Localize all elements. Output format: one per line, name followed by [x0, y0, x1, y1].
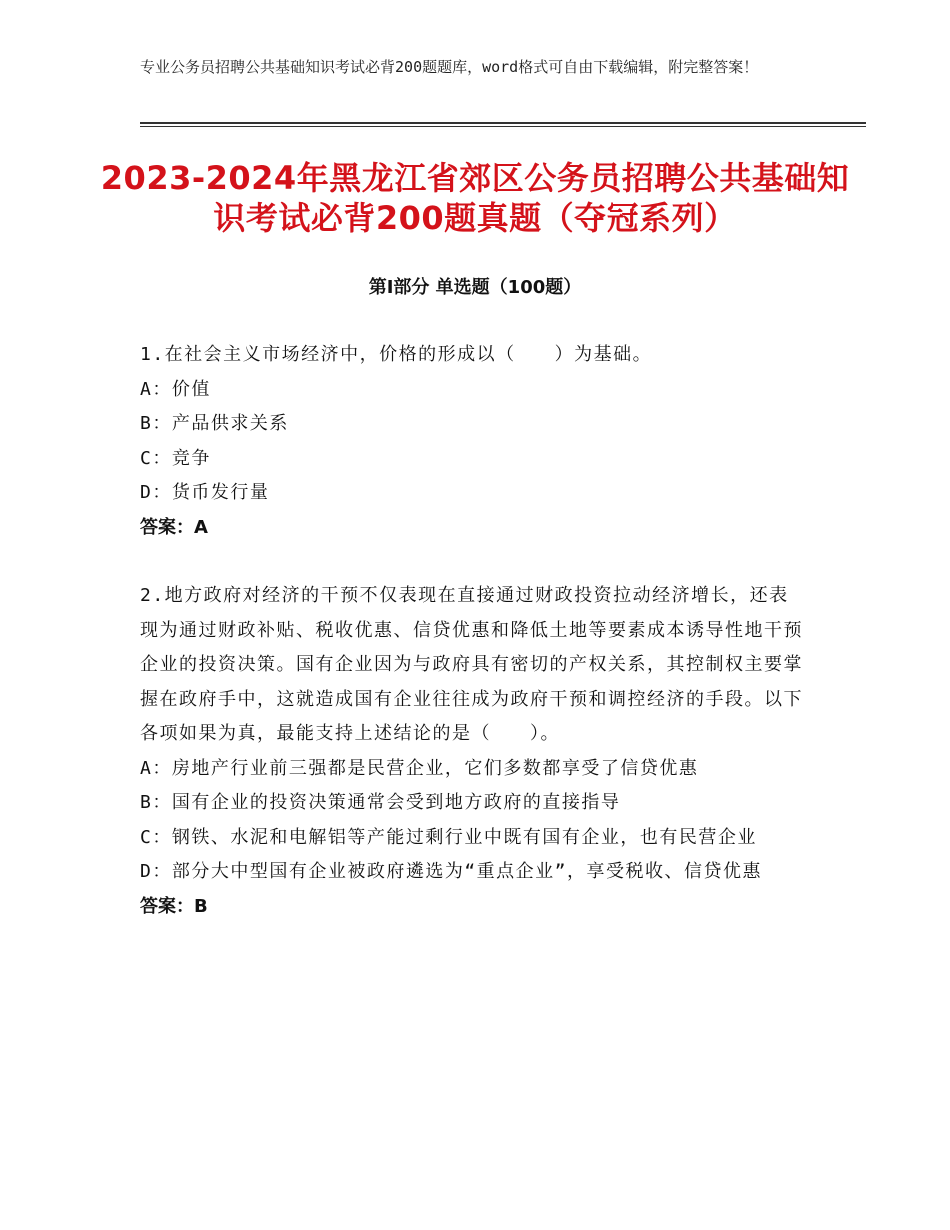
answer: 答案：A [140, 516, 208, 538]
document-title: 2023-2024年黑龙江省郊区公务员招聘公共基础知识考试必背200题真题（夺冠系列） [100, 159, 850, 237]
option-d: D：部分大中型国有企业被政府遴选为“重点企业”，享受税收、信贷优惠 [140, 861, 763, 882]
question-stem: 2.地方政府对经济的干预不仅表现在直接通过财政投资拉动经济增长，还表现为通过财政补贴、税收优惠、信贷优惠和降低土地等要素成本诱导性地干预企业的投资决策。国有企业因为与政府具有密切的产权关系，其控制权主要掌握在政府手中，这就造成国有企业往往成为政府干预和调控经济的手段。以下各项如果为真，最能支持上述结论的是（ ）。 [140, 585, 803, 744]
option-c: C：竞争 [140, 447, 211, 469]
header-rule-thin [140, 126, 866, 127]
section-title: 第Ⅰ部分 单选题（100题） [368, 277, 582, 298]
option-d: D：货币发行量 [140, 482, 270, 503]
option-b: B：产品供求关系 [140, 413, 289, 434]
question-2 [140, 579, 808, 924]
header-rule-thick [140, 122, 866, 124]
question-stem: 1.在社会主义市场经济中，价格的形成以（ ）为基础。 [140, 344, 653, 365]
option-a: A：房地产行业前三强都是民营企业，它们多数都享受了信贷优惠 [140, 757, 699, 779]
option-c: C：钢铁、水泥和电解铝等产能过剩行业中既有国有企业，也有民营企业 [140, 826, 757, 848]
answer: 答案：B [140, 895, 208, 917]
question-list [140, 338, 808, 958]
question-1 [140, 338, 808, 545]
option-b: B：国有企业的投资决策通常会受到地方政府的直接指导 [140, 792, 621, 813]
option-a: A：价值 [140, 378, 211, 400]
header-note: 专业公务员招聘公共基础知识考试必背200题题库，word格式可自由下载编辑，附完整答案！ [140, 58, 759, 76]
